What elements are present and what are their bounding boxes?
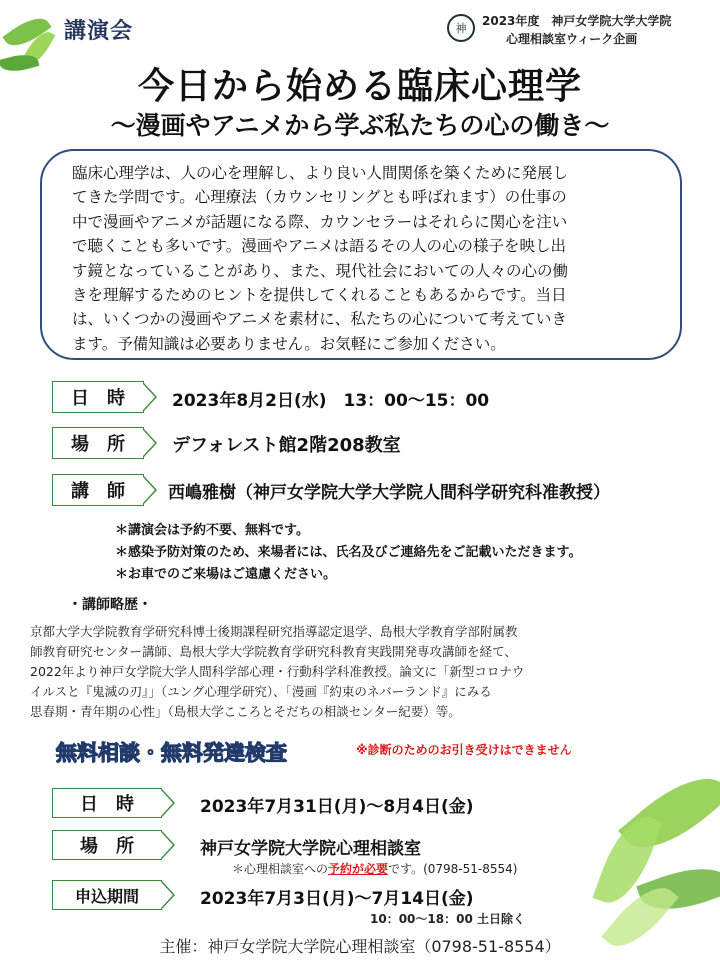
intro-line: 中で漫画やアニメが話題になる際、カウンセラーはそれらに関心を注い (72, 212, 568, 231)
consult-place-note: ＊心理相談室への予約が必要です。(0798-51-8554) (232, 862, 518, 876)
lecture-date-label: 日 時 (52, 381, 144, 413)
organizer-line-2: 心理相談室ウィーク企画 (506, 32, 638, 46)
page-subtitle: ～漫画やアニメから学ぶ私たちの心の働き～ (110, 111, 610, 140)
leaf-decoration-bottom-right (560, 760, 720, 960)
consult-apply-value: 2023年7月3日(月)～7月14日(金) (200, 889, 474, 909)
organizer-line-1: 2023年度 神戸女学院大学大学院 (482, 14, 672, 28)
consultation-title: 無料相談・無料発達検査 (56, 741, 287, 765)
lecture-date-value: 2023年8月2日(水) 13：00～15：00 (172, 391, 490, 411)
page-title: 今日から始める臨床心理学 (137, 66, 582, 107)
lecture-place-value: デフォレスト館2階208教室 (172, 435, 401, 456)
bio-line: 思春期・青年期の心性」（島根大学こころとそだちの相談センター紀要）等。 (30, 704, 461, 719)
consult-place-label: 場 所 (52, 830, 162, 860)
consult-date-value: 2023年7月31日(月)～8月4日(金) (200, 797, 474, 817)
intro-line: てきた学問です。心理療法（カウンセリングとも呼ばれます）の仕事の (72, 188, 567, 207)
organizer-footer: 主催：神戸女学院大学院心理相談室（0798-51-8554） (159, 937, 561, 956)
note-item: ＊お車でのご来場はご遠慮ください。 (115, 567, 337, 582)
bio-line: 師教育研究センター講師、島根大学大学院教育学研究科教育実践開発専攻講師を経て、 (30, 644, 517, 659)
intro-line: す鏡となっていることがあり、また、現代社会においての人々の心の働 (72, 261, 569, 280)
speaker-bio (30, 622, 690, 722)
intro-text (72, 161, 666, 356)
lecture-speaker-value: 西嶋雅樹（神戸女学院大学大学院人間科学研究科准教授） (168, 483, 610, 503)
university-logo-icon: 神 (447, 14, 475, 42)
intro-line: は、いくつかの漫画やアニメを素材に、私たちの心について考えていき (72, 310, 567, 329)
intro-line: で聴くことも多いです。漫画やアニメは語るその人の心の様子を映し出 (72, 237, 566, 256)
note-item: ＊感染予防対策のため、来場者には、氏名及びご連絡先をご記載いただきます。 (115, 545, 582, 560)
consult-date-label: 日 時 (52, 788, 162, 818)
consult-apply-hours: 10：00～18：00 土日除く (370, 912, 525, 926)
bio-line: 京都大学大学院教育学研究科博士後期課程研究指導認定退学、島根大学教育学部附属教 (30, 624, 518, 639)
lecture-place-label: 場 所 (52, 427, 144, 459)
speaker-bio-heading: ・講師略歴・ (68, 597, 152, 613)
intro-line: ます。予備知識は必要ありません。お気軽にご参加ください。 (72, 334, 506, 353)
consult-apply-label: 申込期間 (52, 880, 162, 910)
note-item: ＊講演会は予約不要、無料です。 (115, 523, 309, 538)
consult-place-value: 神戸女学院大学院心理相談室 (200, 839, 421, 859)
intro-box (40, 149, 682, 360)
intro-line: きを理解するためのヒントを提供してくれることもあるからです。当日 (72, 286, 567, 305)
lecture-speaker-label: 講 師 (52, 474, 144, 506)
intro-line: 臨床心理学は、人の心を理解し、より良い人間関係を築くために発展し (72, 164, 569, 182)
reservation-required-text: 予約が必要 (328, 862, 389, 876)
event-type-label: 講演会 (64, 19, 134, 44)
bio-line: 2022年より神戸女学院大学人間科学部心理・行動科学科准教授。論文に「新型コロナウ (30, 664, 525, 679)
consultation-warning: ※診断のためのお引き受けはできません (356, 743, 572, 757)
bio-line: イルスと『鬼滅の刃』」（ユング心理学研究）、「漫画『約束のネバーランド』にみる (30, 684, 492, 699)
lecture-notes (115, 520, 581, 586)
